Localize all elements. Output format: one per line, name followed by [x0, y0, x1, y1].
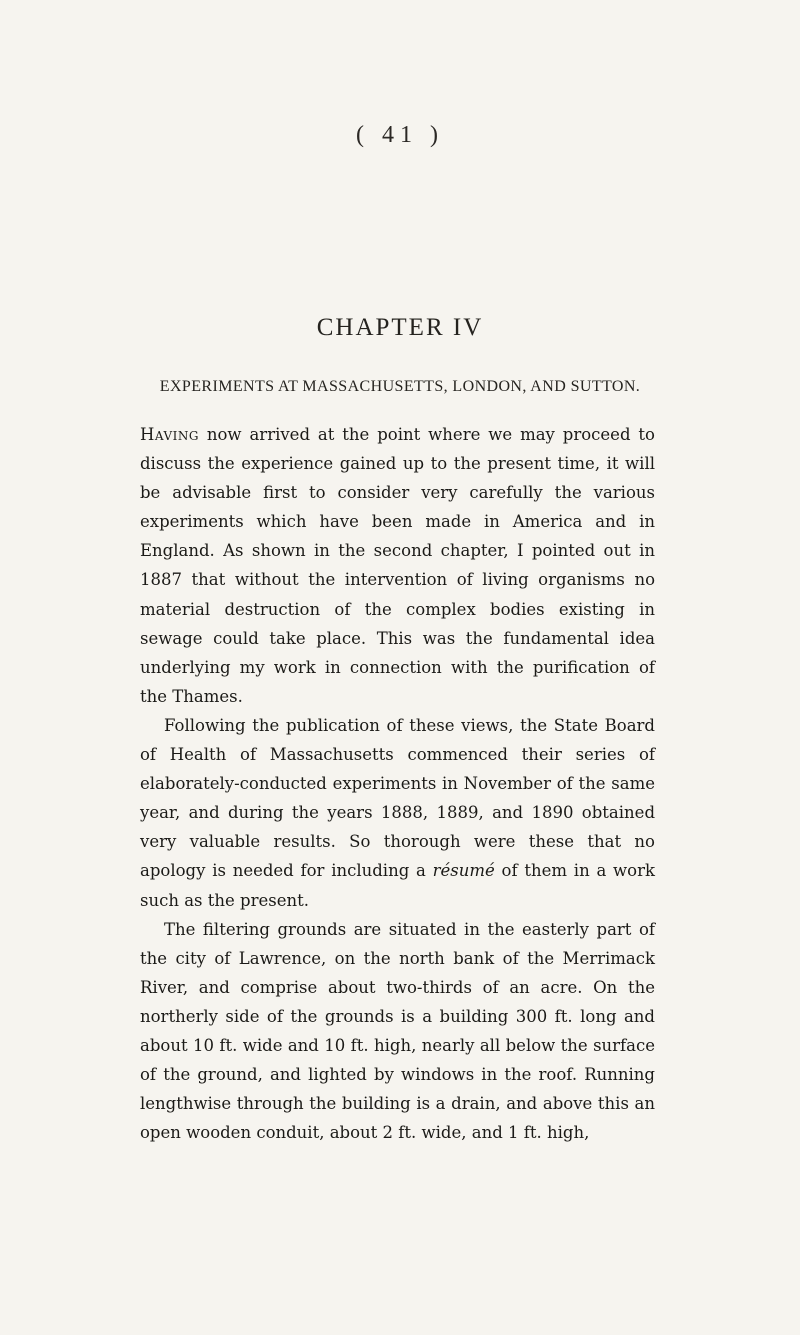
- paragraph-1: [140, 420, 655, 711]
- paragraph-3: The filtering grounds are situated in the easterly part of the city of Lawrence, on the north bank of the Merrimack River, and comprise about two-thirds of an acre. On the northerly side of the grounds is a building 300 ft. long and about 10 ft. wide and 10 ft. high, nearly all below the surface of the ground, and lighted by windows in the roof. Running lengthwise through the building is a drain, and above this an open wooden conduit, about 2 ft. wide, and 1 ft. high,: [140, 919, 655, 1143]
- paragraph-2-text-before: Following the publication of these views, the State Board of Health of Massachusetts commenced their series of elaborately-conducted experiments in November of the same year, and during the years 1888, 1889, and 1890 obtained very valuable results. So thorough were these that no apology is needed for including a: [140, 715, 655, 881]
- paragraph-2-italic-term: résumé: [432, 861, 495, 881]
- body-text: [140, 420, 655, 1147]
- paragraph-1-text: now arrived at the point where we may proceed to discuss the experience gained up to the present time, it will be advisable first to consider very carefully the various experiments which have been made in America and in England. As shown in the second chapter, I pointed out in 1887 that without the intervention of living organisms no material destruction of the complex bodies existing in sewage could take place. This was the fundamental idea underlying my work in connection with the purification of the Thames.: [140, 425, 655, 706]
- paragraph-2: [140, 711, 655, 915]
- chapter-title: CHAPTER IV: [316, 314, 484, 341]
- paragraph-lead-word: Having: [140, 425, 199, 444]
- chapter-subtitle: EXPERIMENTS AT MASSACHUSETTS, LONDON, AND SUTTON.: [159, 378, 641, 395]
- paragraph-2-text-after: of them in a work such as the present.: [140, 861, 655, 910]
- page-number: ( 41 ): [356, 122, 444, 148]
